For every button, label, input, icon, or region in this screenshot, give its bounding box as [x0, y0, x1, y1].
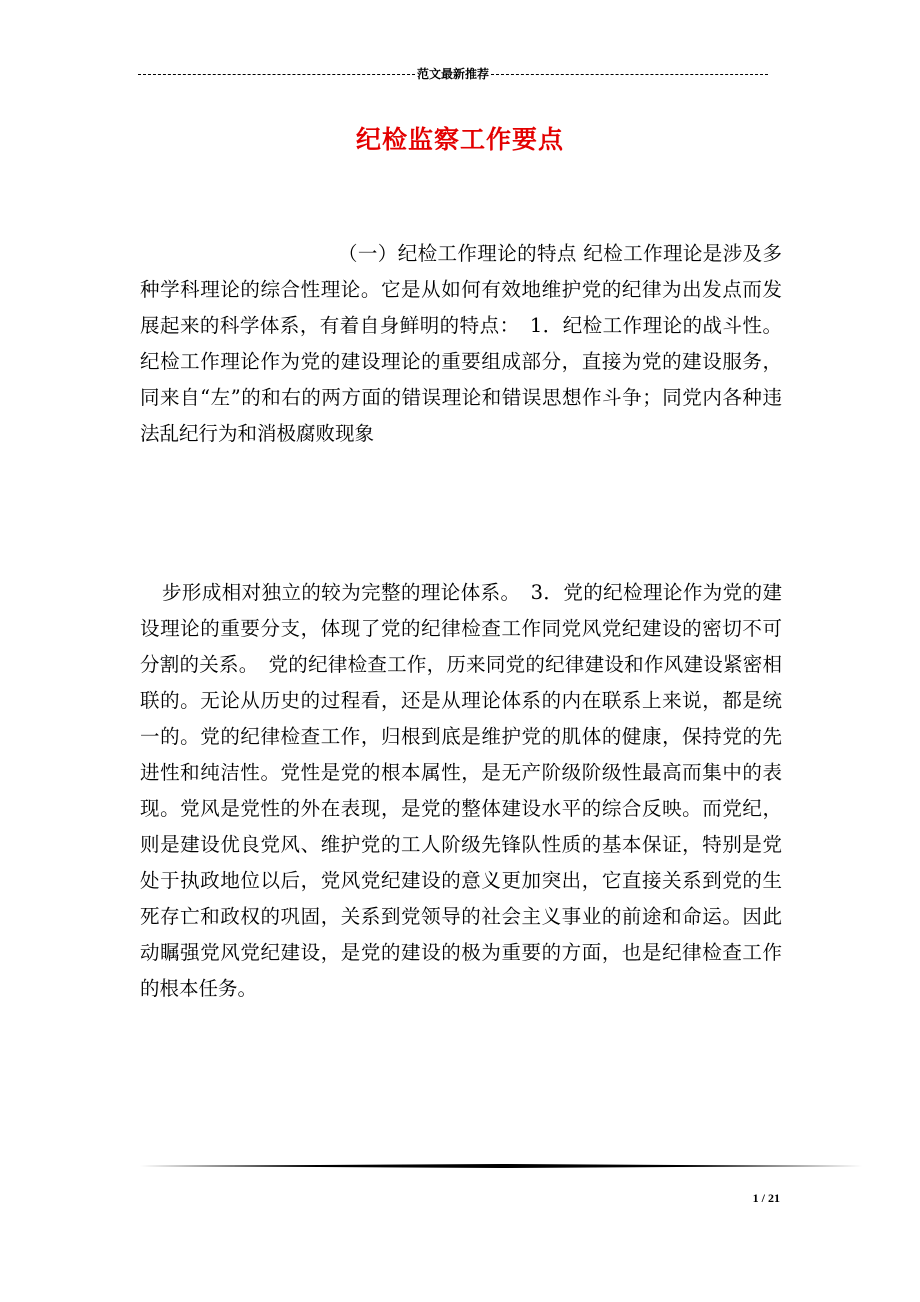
paragraph-2: 步形成相对独立的较为完整的理论体系。 3．党的纪检理论作为党的建设理论的重要分支，体现了党的纪律检查工作同党风党纪建设的密切不可分割的关系。 党的纪律检查工作，历来同党的纪律建设和作风建设紧密相联的。无论从历史的过程看，还是从理论体系的内在联系上来说，都是统一的。党的纪律检查工作，归根到底是维护党的肌体的健康，保持党的先进性和纯洁性。党性是党的根本属性，是无产阶级阶级性最高而集中的表现。党风是党性的外在表现，是党的整体建设水平的综合反映。而党纪，则是建设优良党风、维护党的工人阶级先锋队性质的基本保证，特别是党处于执政地位以后，党风党纪建设的意义更加突出，它直接关系到党的生死存亡和政权的巩固，关系到党领导的社会主义事业的前途和命运。因此动瞩强党风党纪建设，是党的建设的极为重要的方面，也是纪律检查工作的根本任务。	[140, 581, 782, 1000]
document-title: 纪检监察工作要点	[355, 125, 564, 154]
footer-rule	[140, 1164, 862, 1168]
page-number: 1 / 21	[752, 1191, 780, 1205]
page-header	[138, 66, 768, 82]
header-dash-right	[491, 74, 768, 75]
header-label: 范文最新推荐	[417, 67, 490, 81]
paragraph-1: （一）纪检工作理论的特点 纪检工作理论是涉及多种学科理论的综合性理论。它是从如何有效地维护党的纪律为出发点而发展起来的科学体系，有着自身鲜明的特点： 1．纪检工作理论的战斗性。纪检工作理论作为党的建设理论的重要组成部分，直接为党的建设服务，同来自“左”的和右的两方面的错误理论和错误思想作斗争；同党内各种违法乱纪行为和消极腐败现象	[140, 242, 782, 445]
header-dash-left	[138, 74, 415, 75]
